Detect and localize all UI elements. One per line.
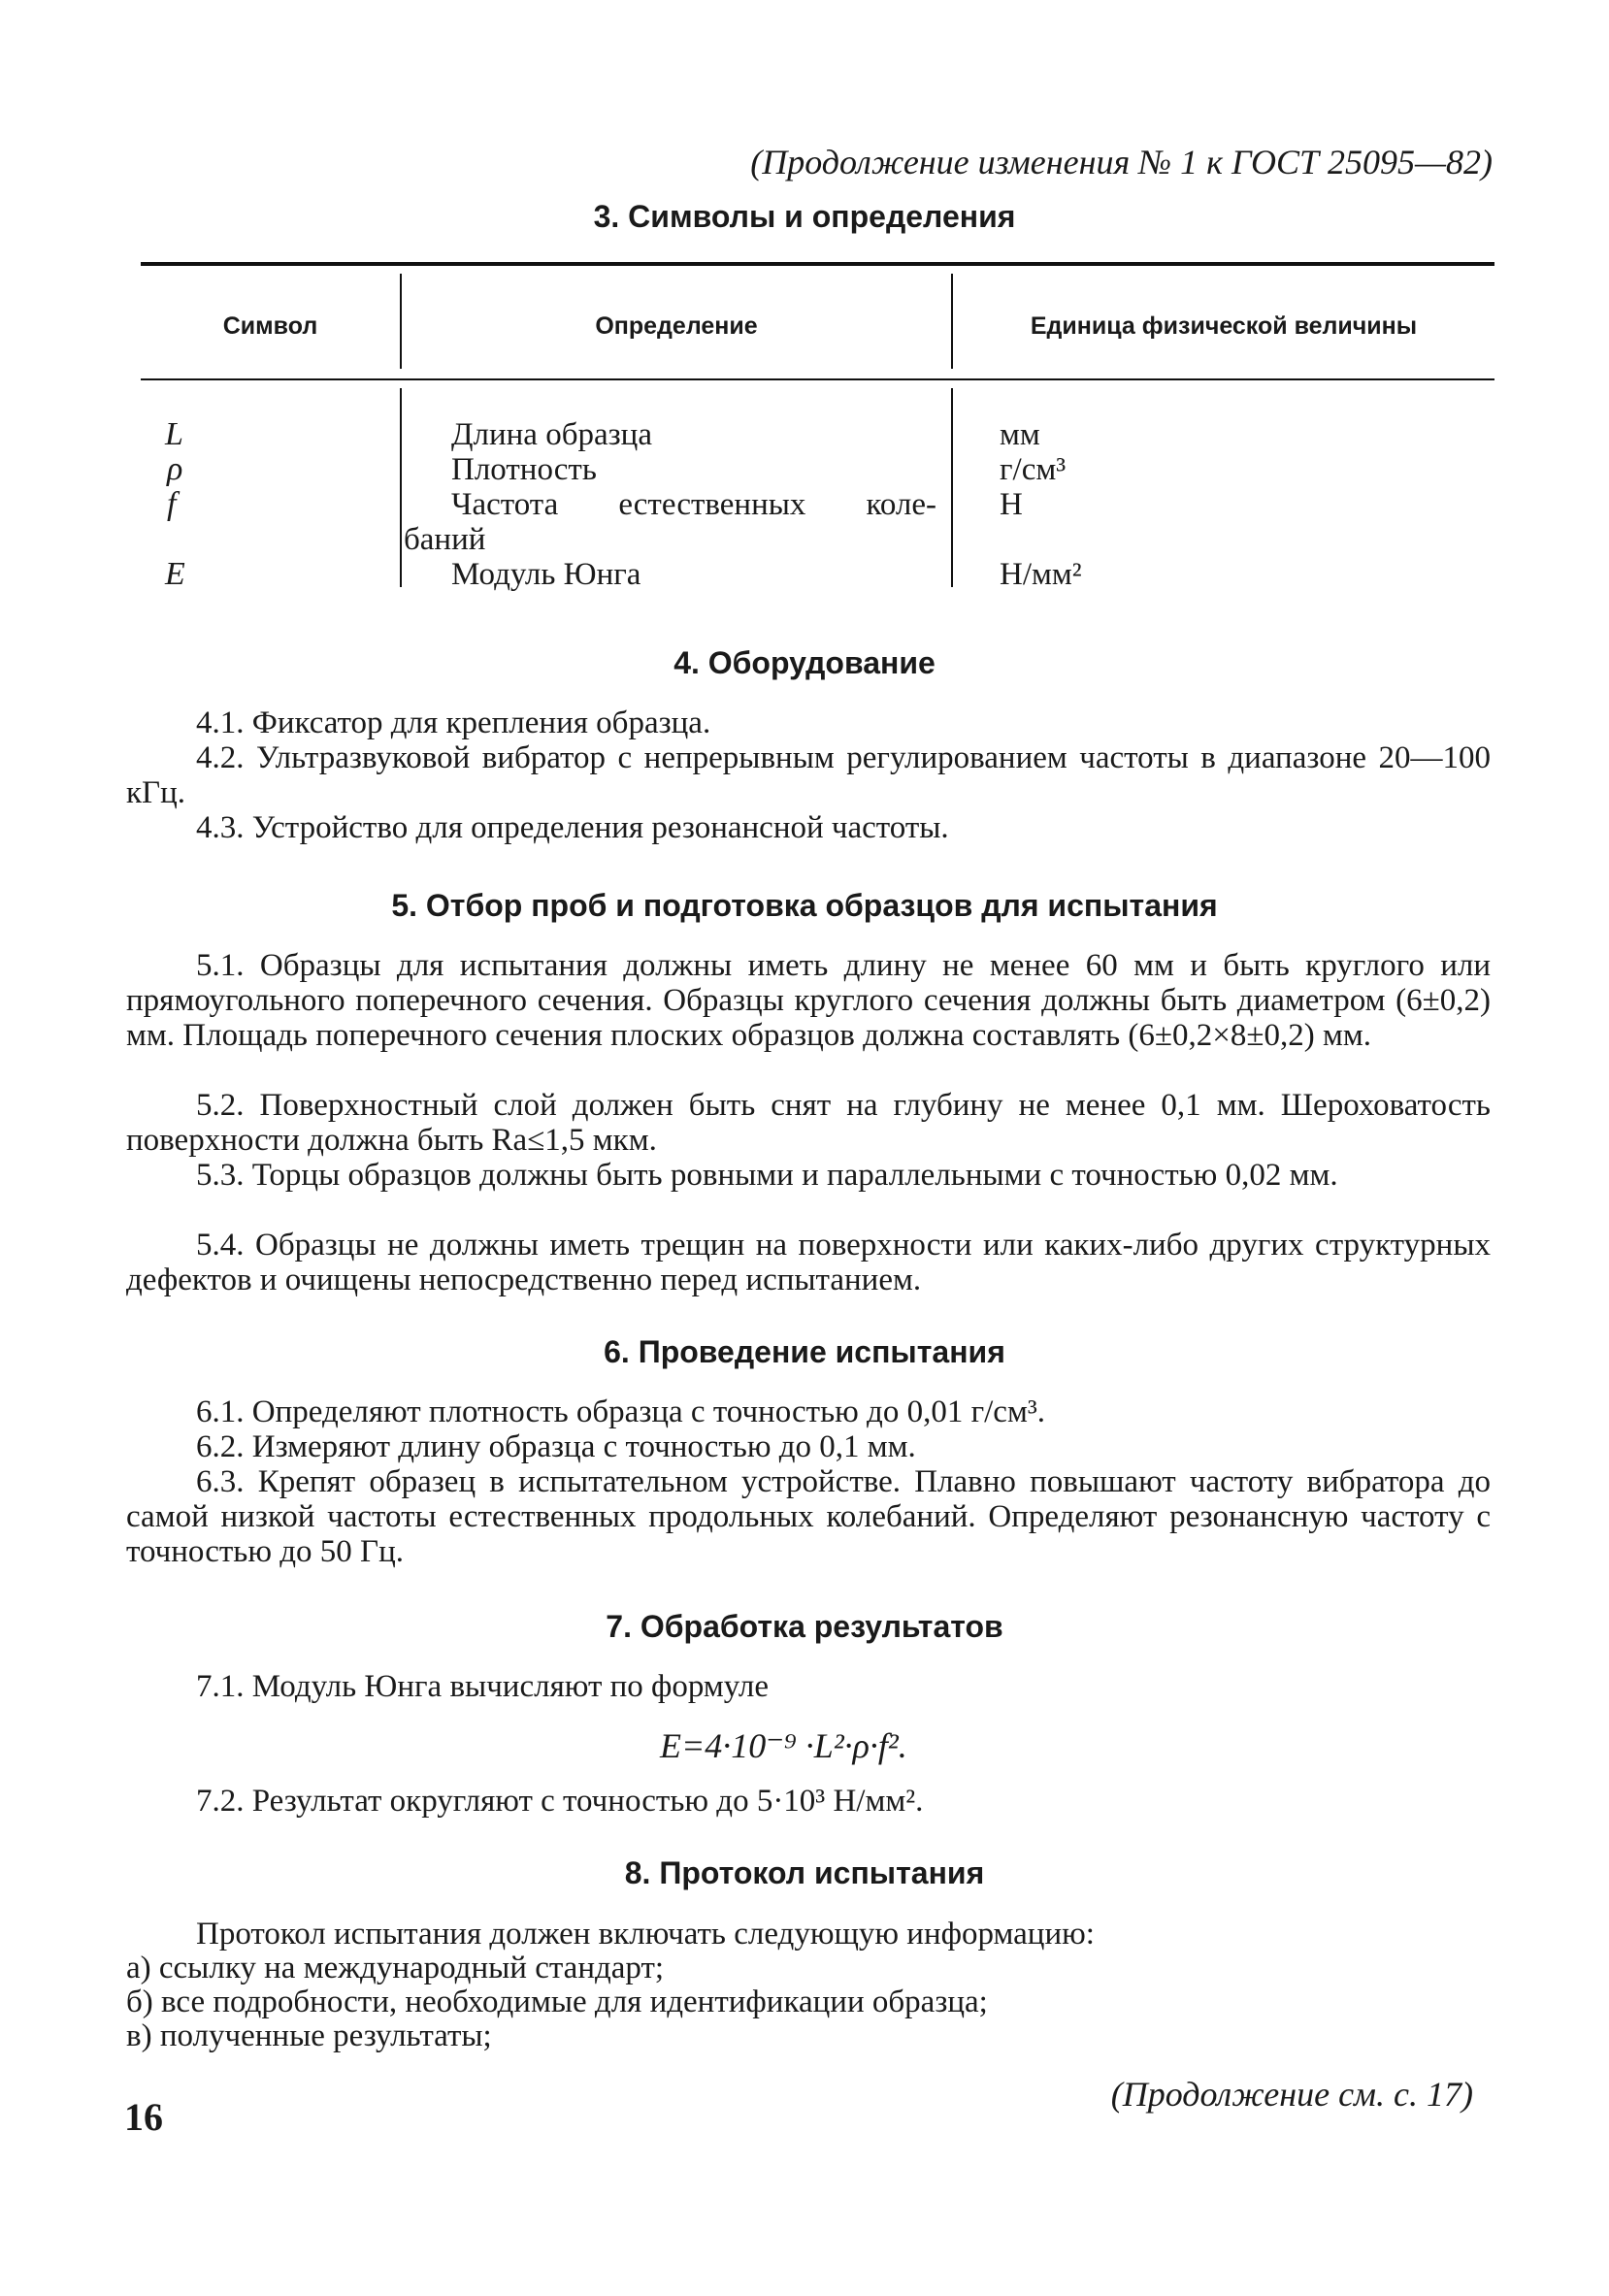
table-top-rule: [141, 262, 1494, 266]
paragraph-5-2: 5.2. Поверхностный слой должен быть снят на глубину не менее 0,1 мм. Шероховатость поверхности должна быть Ra≤1,5 мкм.: [126, 1088, 1491, 1158]
table-cell-symbol: f: [167, 486, 177, 522]
paragraph-4-2: 4.2. Ультразвуковой вибратор с непрерывным регулированием частоты в диапазоне 20—100 кГц.: [126, 740, 1491, 810]
paragraph-6-3: 6.3. Крепят образец в испытательном устройстве. Плавно повышают частоту вибратора до самой низкой частоты естественных продольных колебаний. Определяют резонансную частоту с точностью до 50 Гц.: [126, 1464, 1491, 1569]
column-header-definition: Определение: [595, 312, 758, 340]
table-cell-unit: г/см³: [1000, 452, 1067, 487]
column-header-symbol: Символ: [222, 312, 318, 340]
paragraph-5-3: 5.3. Торцы образцов должны быть ровными и параллельными с точностью 0,02 мм.: [196, 1158, 1338, 1193]
table-header-rule: [141, 378, 1494, 380]
section-6-title: 6. Проведение испытания: [604, 1334, 1005, 1369]
table-col-divider-2-body: [951, 388, 953, 587]
table-cell-unit: Н/мм²: [1000, 557, 1082, 592]
table-col-divider-1-body: [400, 388, 402, 587]
table-cell-definition-continuation: баний: [404, 522, 486, 557]
table-cell-unit: мм: [1000, 417, 1040, 452]
continuation-header: (Продолжение изменения № 1 к ГОСТ 25095—82): [750, 143, 1493, 181]
paragraph-7-2: 7.2. Результат округляют с точностью до 5·10³ Н/мм².: [196, 1784, 924, 1819]
continuation-footer: (Продолжение см. с. 17): [1110, 2075, 1473, 2114]
table-cell-symbol: E: [165, 556, 185, 592]
list-item-a: а) ссылку на международный стандарт;: [126, 1951, 665, 1985]
paragraph-7-1: 7.1. Модуль Юнга вычисляют по формуле: [196, 1669, 769, 1704]
table-cell-definition: Модуль Юнга: [451, 557, 641, 592]
table-cell-definition: Длина образца: [451, 417, 652, 452]
section-3-title: 3. Символы и определения: [593, 199, 1016, 234]
section-5-title: 5. Отбор проб и подготовка образцов для испытания: [391, 888, 1218, 923]
table-cell-symbol: ρ: [167, 451, 183, 487]
paragraph-8-intro: Протокол испытания должен включать следующую информацию:: [196, 1917, 1095, 1952]
paragraph-6-2: 6.2. Измеряют длину образца с точностью до 0,1 мм.: [196, 1429, 916, 1464]
paragraph-4-1: 4.1. Фиксатор для крепления образца.: [196, 705, 711, 740]
paragraph-5-1: 5.1. Образцы для испытания должны иметь длину не менее 60 мм и быть круглого или прямоугольного поперечного сечения. Образцы круглого сечения должны быть диаметром (6±0,2) мм. Площадь поперечного сечения плоских образцов должна составлять (6±0,2×8±0,2) мм.: [126, 948, 1491, 1053]
paragraph-6-1: 6.1. Определяют плотность образца с точностью до 0,01 г/см³.: [196, 1394, 1045, 1429]
table-cell-symbol: L: [165, 416, 183, 452]
page-number: 16: [124, 2095, 163, 2139]
youngs-modulus-formula: E=4·10⁻⁹ ·L²·ρ·f².: [660, 1726, 907, 1765]
paragraph-5-4: 5.4. Образцы не должны иметь трещин на поверхности или каких-либо других структурных дефектов и очищены непосредственно перед испытанием.: [126, 1228, 1491, 1297]
column-header-unit: Единица физической величины: [1030, 312, 1418, 340]
section-4-title: 4. Оборудование: [673, 645, 936, 680]
list-item-b: б) все подробности, необходимые для идентификации образца;: [126, 1984, 988, 2019]
list-item-c: в) полученные результаты;: [126, 2018, 492, 2053]
table-cell-definition: Частота естественных коле-: [451, 487, 936, 522]
section-7-title: 7. Обработка результатов: [606, 1609, 1003, 1644]
section-8-title: 8. Протокол испытания: [624, 1855, 985, 1890]
table-cell-definition: Плотность: [451, 452, 597, 487]
table-cell-unit: Н: [1000, 487, 1023, 522]
paragraph-4-3: 4.3. Устройство для определения резонансной частоты.: [196, 810, 949, 845]
